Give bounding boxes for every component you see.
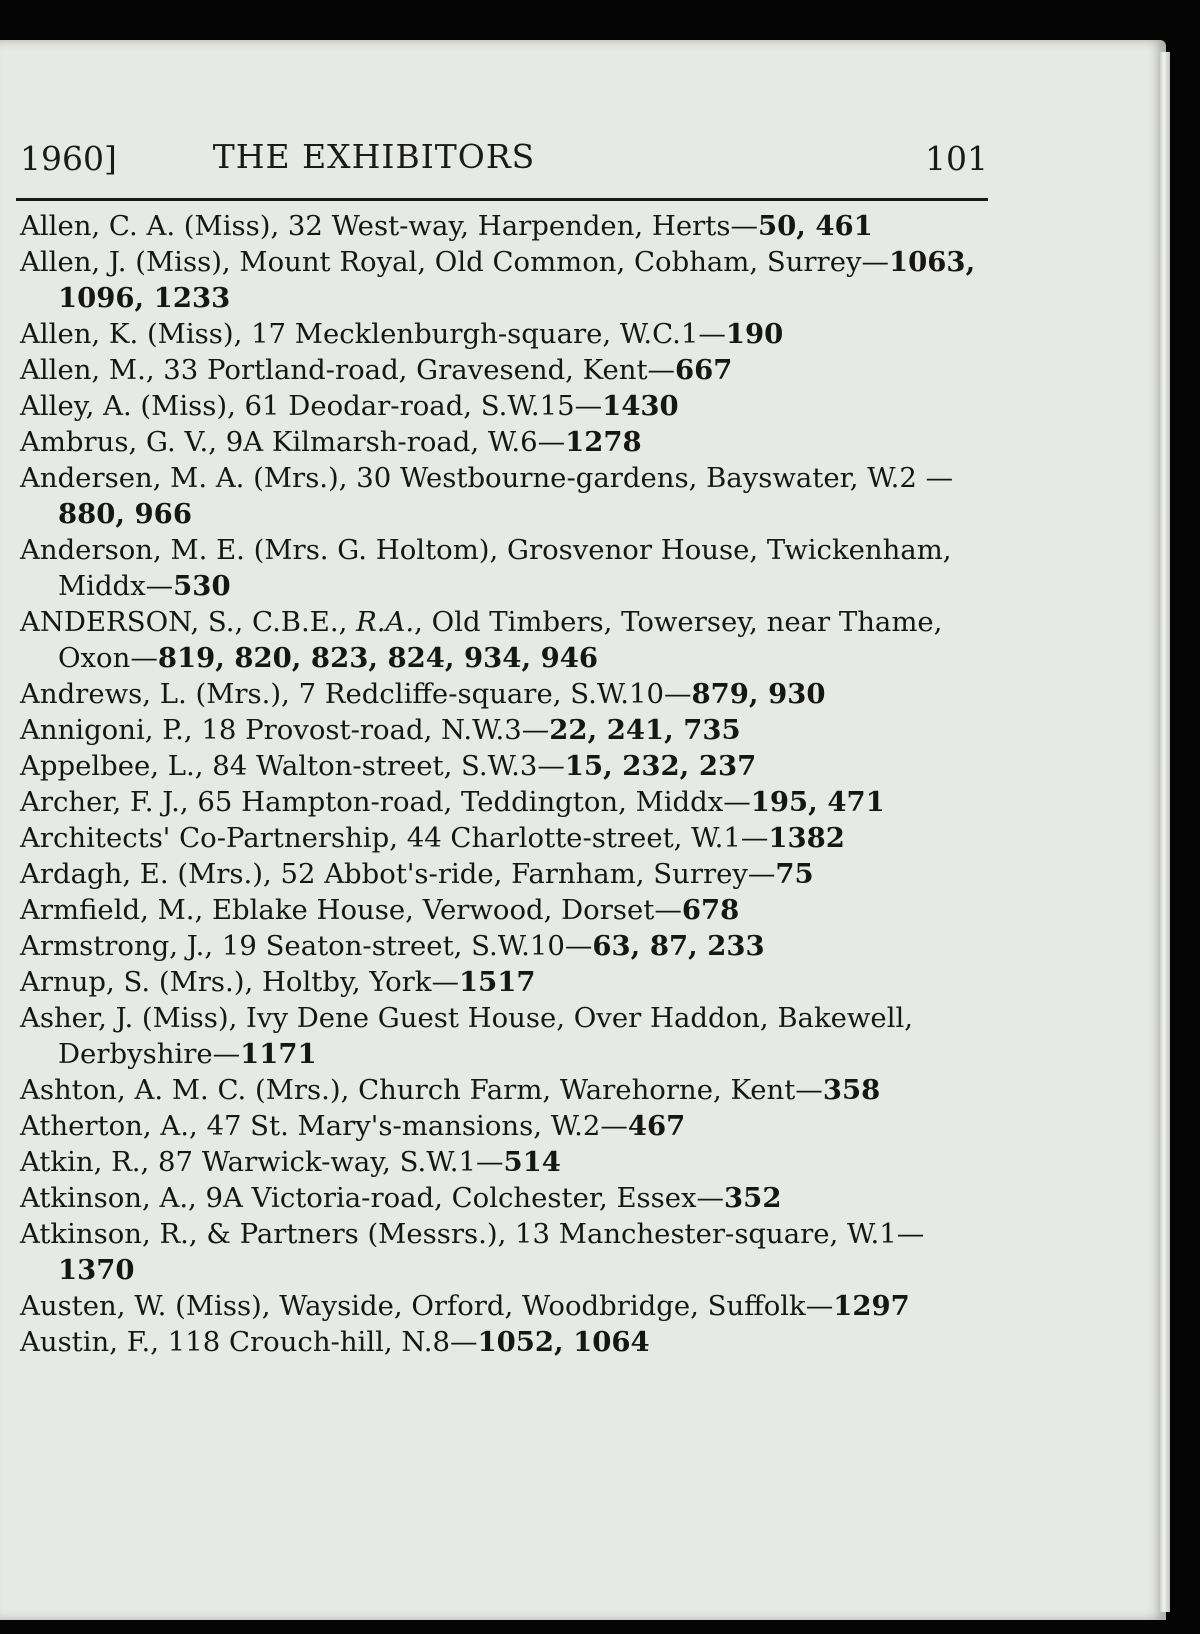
exhibitor-entry: Atkin, R., 87 Warwick-way, S.W.1—514 bbox=[20, 1146, 561, 1178]
exhibitor-entry: Allen, C. A. (Miss), 32 West-way, Harpenden, Herts—50, 461 bbox=[20, 210, 873, 242]
header-year: 1960] bbox=[20, 139, 117, 178]
exhibitor-entry: Ambrus, G. V., 9A Kilmarsh-road, W.6—1278 bbox=[20, 426, 642, 458]
exhibitor-entry: Armstrong, J., 19 Seaton-street, S.W.10—63, 87, 233 bbox=[20, 930, 765, 962]
exhibitor-entry: Asher, J. (Miss), Ivy Dene Guest House, Over Haddon, Bakewell, Derbyshire—1171 bbox=[20, 1002, 914, 1070]
exhibitor-entry: Allen, K. (Miss), 17 Mecklenburgh-square, W.C.1—190 bbox=[20, 318, 784, 350]
exhibitor-entry: Allen, J. (Miss), Mount Royal, Old Common, Cobham, Surrey—1063, 1096, 1233 bbox=[20, 246, 976, 314]
page-edge bbox=[1160, 52, 1170, 1612]
exhibitor-entry: Architects' Co-Partnership, 44 Charlotte-street, W.1—1382 bbox=[20, 822, 845, 854]
exhibitor-entry: Andersen, M. A. (Mrs.), 30 Westbourne-gardens, Bayswater, W.2 —880, 966 bbox=[20, 462, 954, 530]
exhibitor-entry: Atkinson, A., 9A Victoria-road, Colchester, Essex—352 bbox=[20, 1182, 782, 1214]
exhibitor-entry: Ashton, A. M. C. (Mrs.), Church Farm, Warehorne, Kent—358 bbox=[20, 1074, 881, 1106]
exhibitor-entry: Austen, W. (Miss), Wayside, Orford, Woodbridge, Suffolk—1297 bbox=[20, 1290, 910, 1322]
exhibitor-entry: Alley, A. (Miss), 61 Deodar-road, S.W.15—1430 bbox=[20, 390, 679, 422]
exhibitor-entry: Archer, F. J., 65 Hampton-road, Teddington, Middx—195, 471 bbox=[20, 786, 885, 818]
running-header bbox=[20, 101, 988, 178]
exhibitor-list bbox=[20, 208, 990, 1360]
page-title: THE EXHIBITORS bbox=[212, 137, 536, 176]
exhibitor-entry: Allen, M., 33 Portland-road, Gravesend, Kent—667 bbox=[20, 354, 733, 386]
exhibitor-entry: Anderson, M. E. (Mrs. G. Holtom), Grosvenor House, Twickenham, Middx—530 bbox=[20, 534, 952, 602]
exhibitor-entry: Ardagh, E. (Mrs.), 52 Abbot's-ride, Farnham, Surrey—75 bbox=[20, 858, 814, 890]
exhibitor-entry: Atkinson, R., & Partners (Messrs.), 13 Manchester-square, W.1—1370 bbox=[20, 1218, 925, 1286]
exhibitor-entry: Atherton, A., 47 St. Mary's-mansions, W.2—467 bbox=[20, 1110, 686, 1142]
header-rule bbox=[16, 198, 988, 201]
exhibitor-entry: Armfield, M., Eblake House, Verwood, Dorset—678 bbox=[20, 894, 740, 926]
page-number: 101 bbox=[925, 139, 988, 178]
exhibitor-entry: Austin, F., 118 Crouch-hill, N.8—1052, 1064 bbox=[20, 1326, 650, 1358]
exhibitor-entry: Appelbee, L., 84 Walton-street, S.W.3—15, 232, 237 bbox=[20, 750, 757, 782]
exhibitor-entry: ANDERSON, S., C.B.E., R.A., Old Timbers, Towersey, near Thame, Oxon—819, 820, 823, 824, 934, 946 bbox=[20, 606, 943, 674]
exhibitor-entry: Andrews, L. (Mrs.), 7 Redcliffe-square, S.W.10—879, 930 bbox=[20, 678, 826, 710]
exhibitor-entry: Annigoni, P., 18 Provost-road, N.W.3—22, 241, 735 bbox=[20, 714, 741, 746]
exhibitor-entry: Arnup, S. (Mrs.), Holtby, York—1517 bbox=[20, 966, 536, 998]
